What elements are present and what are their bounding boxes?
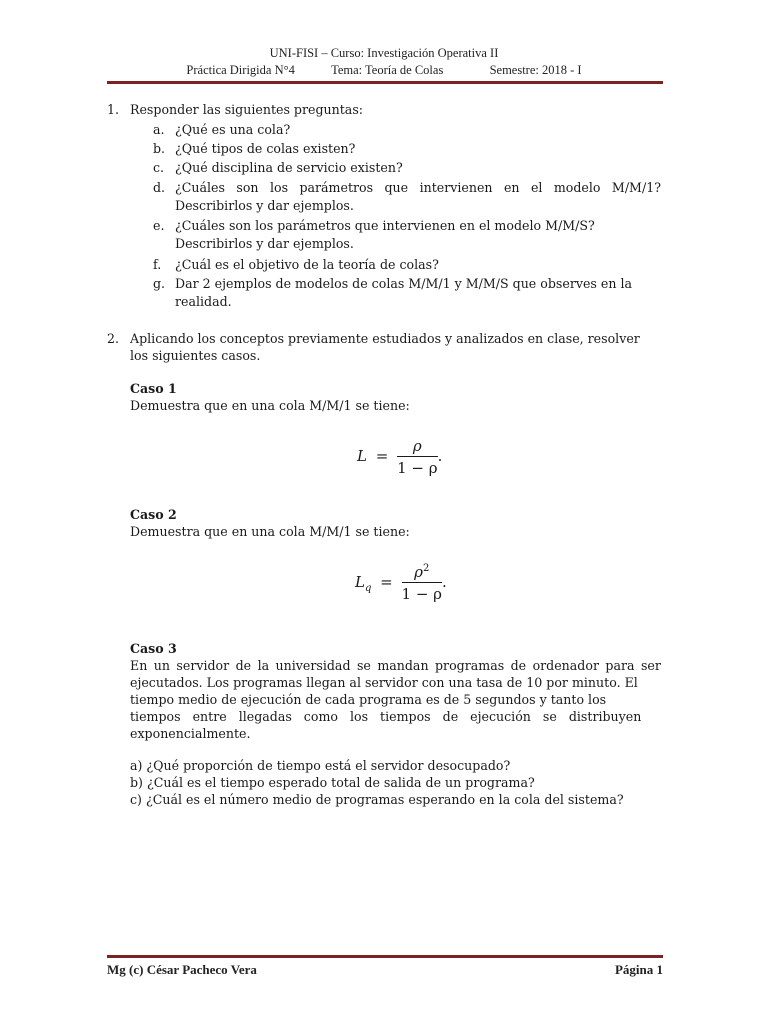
- header-topic: Tema: Teoría de Colas: [331, 63, 444, 77]
- header-semester: Semestre: 2018 - I: [489, 63, 582, 77]
- word: los: [269, 180, 289, 195]
- q1-item-letter: e.: [153, 218, 165, 233]
- header-practice: Práctica Dirigida N°4: [186, 63, 295, 77]
- word: mandan: [377, 658, 429, 673]
- q2-text-cont: los siguientes casos.: [130, 348, 261, 363]
- formula-fraction: [397, 437, 437, 477]
- word: son: [236, 180, 259, 195]
- caso1-title: Caso 1: [130, 381, 177, 396]
- q1-item-letter: g.: [153, 276, 166, 291]
- word: ¿Cuáles: [175, 180, 225, 195]
- header-course-line: UNI-FISI – Curso: Investigación Operativa II: [269, 46, 499, 60]
- word: para: [605, 658, 635, 673]
- q1-item-letter: b.: [153, 141, 166, 156]
- q1-title: Responder las siguientes preguntas:: [130, 102, 364, 117]
- q1-item-text-cont: Describirlos y dar ejemplos.: [175, 198, 354, 213]
- q2-number: 2.: [107, 331, 120, 346]
- q1-item-text: Dar 2 ejemplos de modelos de colas M/M/1 y M/M/S que observes en la: [175, 276, 632, 291]
- word: que: [384, 180, 409, 195]
- q1-item-letter: a.: [153, 122, 165, 137]
- formula-lhs: L: [357, 447, 367, 465]
- caso3-paragraph-line: [130, 658, 661, 673]
- formula-subscript: q: [364, 583, 372, 594]
- formula-equals: =: [375, 447, 389, 465]
- formula-denominator: 1 − ρ: [401, 585, 442, 603]
- formula-period: .: [437, 447, 443, 465]
- word: parámetros: [299, 180, 374, 195]
- word: servidor: [176, 658, 230, 673]
- word: se: [356, 658, 371, 673]
- caso1-text: Demuestra que en una cola M/M/1 se tiene:: [130, 398, 410, 413]
- q1-item-text: ¿Qué disciplina de servicio existen?: [175, 160, 403, 175]
- word: un: [153, 658, 170, 673]
- word: de: [235, 658, 252, 673]
- formula-fraction: [402, 563, 442, 603]
- word: el: [530, 180, 543, 195]
- word: ser: [640, 658, 661, 673]
- caso3-question-a: a) ¿Qué proporción de tiempo está el servidor desocupado?: [130, 758, 511, 773]
- footer-author: Mg (c) César Pacheco Vera: [107, 962, 257, 977]
- word: universidad: [275, 658, 351, 673]
- word: programas: [435, 658, 505, 673]
- q1-item-text-cont: Describirlos y dar ejemplos.: [175, 236, 354, 251]
- formula-numerator: [402, 563, 442, 583]
- caso2-title: Caso 2: [130, 507, 177, 522]
- formula-denominator: 1 − ρ: [397, 459, 438, 477]
- formula-rho: ρ: [414, 563, 423, 581]
- q1-item-letter: f.: [153, 257, 162, 272]
- q1-item-letter: c.: [153, 160, 165, 175]
- word: la: [257, 658, 270, 673]
- formula-numerator: ρ: [397, 437, 437, 457]
- caso3-paragraph-line: ejecutados. Los programas llegan al servidor con una tasa de 10 por minuto. El: [130, 675, 638, 690]
- word: de: [510, 658, 527, 673]
- q1-number: 1.: [107, 102, 120, 117]
- q1-item-text: ¿Cuáles son los parámetros que intervienen en el modelo M/M/S?: [175, 218, 595, 233]
- caso3-paragraph-line: tiempo medio de ejecución de cada programa es de 5 segundos y tanto los: [130, 692, 607, 707]
- caso3-question-c: c) ¿Cuál es el número medio de programas esperando en la cola del sistema?: [130, 792, 624, 807]
- caso3-title: Caso 3: [130, 641, 177, 656]
- footer-rule: [107, 955, 663, 958]
- caso2-formula: [355, 563, 447, 603]
- formula-equals: =: [380, 573, 393, 591]
- caso1-formula: [357, 437, 442, 477]
- caso3-paragraph-line: tiempos entre llegadas como los tiempos de ejecución se distribuyen: [130, 709, 642, 724]
- footer-page-number: Página 1: [614, 962, 663, 977]
- formula-superscript: 2: [422, 563, 430, 574]
- q1-item-text: ¿Qué tipos de colas existen?: [175, 141, 356, 156]
- formula-period: .: [441, 573, 447, 591]
- caso3-question-b: b) ¿Cuál es el tiempo esperado total de salida de un programa?: [130, 775, 535, 790]
- q2-text: Aplicando los conceptos previamente estudiados y analizados en clase, resolver: [130, 331, 640, 346]
- q1-item-letter: d.: [153, 180, 166, 195]
- q1-item-text: ¿Qué es una cola?: [175, 122, 291, 137]
- q1-item-text: [175, 180, 661, 195]
- word: M/M/1?: [611, 180, 661, 195]
- word: intervienen: [419, 180, 493, 195]
- header-rule: [107, 81, 663, 84]
- word: ordenador: [532, 658, 599, 673]
- formula-lhs: L: [355, 573, 365, 591]
- caso3-paragraph-line: exponencialmente.: [130, 726, 251, 741]
- word: En: [130, 658, 148, 673]
- caso2-text: Demuestra que en una cola M/M/1 se tiene:: [130, 524, 410, 539]
- q1-item-text: ¿Cuál es el objetivo de la teoría de colas?: [175, 257, 439, 272]
- header-info-line: [0, 63, 768, 78]
- word: modelo: [553, 180, 601, 195]
- word: en: [503, 180, 520, 195]
- q1-item-text-cont: realidad.: [175, 294, 232, 309]
